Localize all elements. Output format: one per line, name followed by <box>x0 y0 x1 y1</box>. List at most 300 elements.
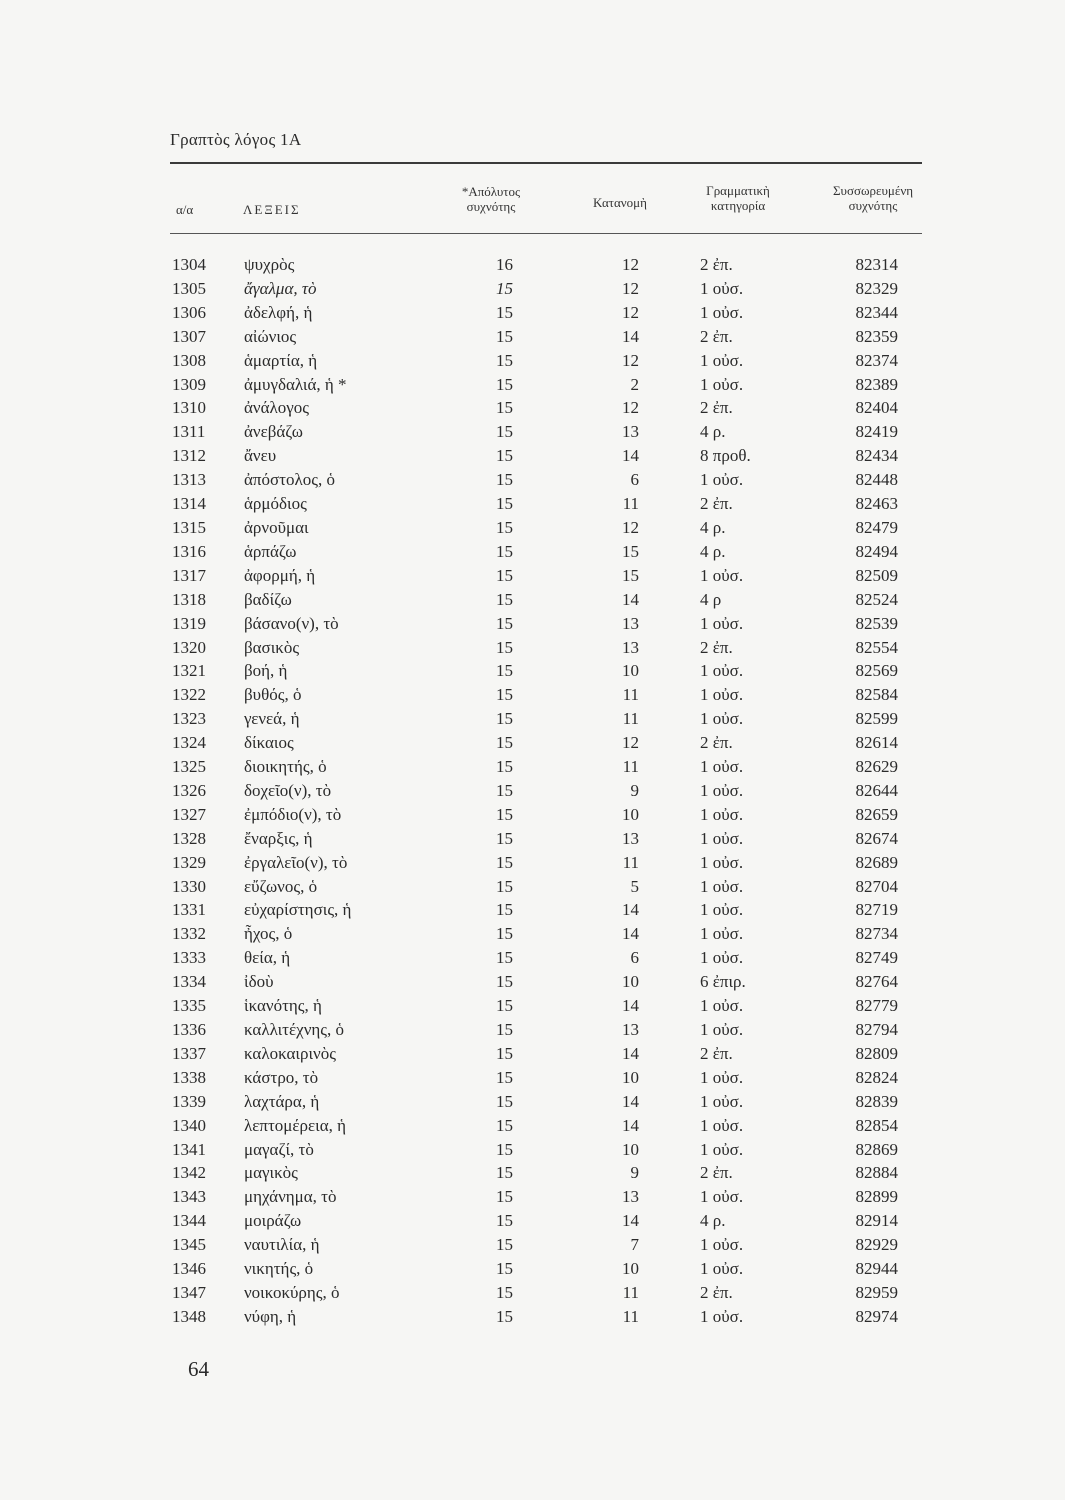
cell-distribution: 11 <box>622 494 639 514</box>
cell-absolute-frequency: 15 <box>496 804 513 824</box>
cell-cumulative-frequency: 82404 <box>855 398 898 418</box>
cell-row-number: 1308 <box>172 350 206 370</box>
cell-cumulative-frequency: 82719 <box>855 900 898 920</box>
cell-grammatical-category: 1 οὐσ. <box>700 1067 744 1087</box>
cell-distribution: 2 <box>630 374 639 394</box>
cell-distribution: 12 <box>622 278 639 298</box>
cell-distribution: 14 <box>622 924 639 944</box>
top-rule <box>170 162 922 164</box>
cell-distribution: 13 <box>622 828 639 848</box>
cell-absolute-frequency: 15 <box>496 1163 513 1183</box>
cell-absolute-frequency: 15 <box>496 1235 513 1255</box>
cell-absolute-frequency: 15 <box>496 1091 513 1111</box>
cell-word: βυθός, ὁ <box>244 685 302 705</box>
table-row <box>0 707 1065 731</box>
cell-word: κάστρο, τὸ <box>244 1067 319 1087</box>
cell-cumulative-frequency: 82509 <box>855 565 898 585</box>
cell-word: δίκαιος <box>244 733 294 753</box>
cell-absolute-frequency: 15 <box>496 996 513 1016</box>
cell-absolute-frequency: 15 <box>496 1043 513 1063</box>
cell-grammatical-category: 1 οὐσ. <box>700 565 744 585</box>
cell-distribution: 9 <box>630 780 639 800</box>
header-cumulative-line1: Συσσωρευμένη <box>832 183 914 198</box>
cell-absolute-frequency: 15 <box>496 924 513 944</box>
cell-absolute-frequency: 15 <box>496 757 513 777</box>
table-row <box>0 1281 1065 1305</box>
table-row <box>0 612 1065 636</box>
cell-row-number: 1328 <box>172 828 206 848</box>
cell-cumulative-frequency: 82389 <box>855 374 898 394</box>
cell-row-number: 1317 <box>172 565 206 585</box>
cell-cumulative-frequency: 82839 <box>855 1091 898 1111</box>
table-row <box>0 636 1065 660</box>
table-row <box>0 779 1065 803</box>
cell-absolute-frequency: 15 <box>496 470 513 490</box>
header-cumulative-line2: συχνότης <box>848 198 898 213</box>
cell-grammatical-category: 4 ρ. <box>700 422 726 442</box>
cell-cumulative-frequency: 82734 <box>855 924 898 944</box>
cell-word: βοή, ἡ <box>244 661 288 681</box>
cell-absolute-frequency: 15 <box>496 733 513 753</box>
cell-grammatical-category: 2 ἐπ. <box>700 326 733 346</box>
cell-row-number: 1323 <box>172 709 206 729</box>
cell-distribution: 10 <box>622 1259 639 1279</box>
cell-word: ἀφορμή, ἡ <box>244 565 316 585</box>
cell-grammatical-category: 1 οὐσ. <box>700 757 744 777</box>
cell-grammatical-category: 2 ἐπ. <box>700 733 733 753</box>
table-row <box>0 373 1065 397</box>
cell-row-number: 1343 <box>172 1187 206 1207</box>
table-row <box>0 731 1065 755</box>
cell-absolute-frequency: 15 <box>496 661 513 681</box>
cell-row-number: 1304 <box>172 255 206 274</box>
cell-distribution: 11 <box>622 1282 639 1302</box>
cell-distribution: 13 <box>622 1020 639 1039</box>
cell-distribution: 12 <box>622 302 639 322</box>
table-row <box>0 946 1065 970</box>
cell-distribution: 14 <box>622 326 639 346</box>
cell-absolute-frequency: 15 <box>496 302 513 322</box>
cell-absolute-frequency: 15 <box>496 446 513 466</box>
cell-cumulative-frequency: 82779 <box>855 996 898 1016</box>
cell-absolute-frequency: 15 <box>496 398 513 418</box>
cell-cumulative-frequency: 82329 <box>855 278 898 298</box>
table-row <box>0 516 1065 540</box>
cell-cumulative-frequency: 82314 <box>855 255 898 274</box>
cell-absolute-frequency: 15 <box>496 972 513 992</box>
cell-row-number: 1340 <box>172 1115 206 1135</box>
cell-word: εὐχαρίστησις, ἡ <box>244 900 352 920</box>
cell-cumulative-frequency: 82629 <box>855 757 898 777</box>
cell-absolute-frequency: 15 <box>496 1067 513 1087</box>
cell-absolute-frequency: 15 <box>496 1139 513 1159</box>
cell-row-number: 1332 <box>172 924 206 944</box>
cell-word: ἀπόστολος, ὁ <box>244 470 335 490</box>
cell-absolute-frequency: 15 <box>496 709 513 729</box>
cell-distribution: 15 <box>622 565 639 585</box>
header-distribution <box>570 195 670 210</box>
cell-grammatical-category: 2 ἐπ. <box>700 1043 733 1063</box>
header-lexeis-text: ΛΕΞΕΙΣ <box>243 202 301 217</box>
cell-row-number: 1336 <box>172 1020 206 1039</box>
cell-cumulative-frequency: 82914 <box>855 1211 898 1231</box>
cell-distribution: 11 <box>622 685 639 705</box>
cell-distribution: 14 <box>622 900 639 920</box>
cell-grammatical-category: 1 οὐσ. <box>700 470 744 490</box>
table-row <box>0 1066 1065 1090</box>
cell-word: νικητής, ὁ <box>244 1259 314 1279</box>
cell-distribution: 14 <box>622 589 639 609</box>
table-row <box>0 564 1065 588</box>
cell-word: νύφη, ἡ <box>244 1306 297 1326</box>
cell-word: ἀρνοῦμαι <box>244 517 309 537</box>
cell-absolute-frequency: 15 <box>496 1115 513 1135</box>
cell-grammatical-category: 1 οὐσ. <box>700 780 744 800</box>
cell-distribution: 11 <box>622 757 639 777</box>
cell-grammatical-category: 2 ἐπ. <box>700 637 733 657</box>
cell-distribution: 10 <box>622 972 639 992</box>
cell-absolute-frequency: 15 <box>496 876 513 896</box>
cell-absolute-frequency: 15 <box>496 1211 513 1231</box>
cell-grammatical-category: 1 οὐσ. <box>700 996 744 1016</box>
cell-row-number: 1346 <box>172 1259 206 1279</box>
cell-grammatical-category: 1 οὐσ. <box>700 350 744 370</box>
cell-grammatical-category: 2 ἐπ. <box>700 398 733 418</box>
cell-word: ἀδελφή, ἡ <box>244 302 313 322</box>
cell-word: βασικὸς <box>244 637 300 657</box>
cell-grammatical-category: 1 οὐσ. <box>700 1187 744 1207</box>
cell-distribution: 7 <box>630 1235 639 1255</box>
cell-word: ἁμαρτία, ἡ <box>244 350 318 370</box>
cell-distribution: 11 <box>622 852 639 872</box>
cell-grammatical-category: 4 ρ <box>700 589 722 609</box>
table-row <box>0 1042 1065 1066</box>
cell-cumulative-frequency: 82448 <box>855 470 898 490</box>
cell-row-number: 1318 <box>172 589 206 609</box>
cell-word: καλοκαιρινὸς <box>244 1043 336 1063</box>
table-row <box>0 253 1065 277</box>
cell-distribution: 14 <box>622 996 639 1016</box>
cell-grammatical-category: 4 ρ. <box>700 1211 726 1231</box>
cell-word: μοιράζω <box>244 1211 302 1231</box>
cell-grammatical-category: 1 οὐσ. <box>700 924 744 944</box>
cell-word: εὔζωνος, ὁ <box>244 876 318 896</box>
cell-word: ἐργαλεῖο(ν), τὸ <box>244 852 348 872</box>
cell-distribution: 10 <box>622 1139 639 1159</box>
header-distribution-text: Κατανομὴ <box>593 195 647 210</box>
header-aa-text: α/α <box>176 202 194 217</box>
cell-cumulative-frequency: 82974 <box>855 1306 898 1326</box>
cell-word: ἄγαλμα, τὸ <box>244 278 317 298</box>
cell-cumulative-frequency: 82479 <box>855 517 898 537</box>
cell-distribution: 14 <box>622 1091 639 1111</box>
table-row <box>0 1209 1065 1233</box>
cell-absolute-frequency: 15 <box>496 589 513 609</box>
table-row <box>0 1305 1065 1329</box>
cell-word: ἀμυγδαλιά, ἡ * <box>244 374 347 394</box>
cell-word: ἁρμόδιος <box>244 494 307 514</box>
table-row <box>0 444 1065 468</box>
table-row <box>0 970 1065 994</box>
cell-absolute-frequency: 15 <box>496 828 513 848</box>
cell-cumulative-frequency: 82704 <box>855 876 898 896</box>
cell-row-number: 1345 <box>172 1235 206 1255</box>
cell-cumulative-frequency: 82959 <box>855 1282 898 1302</box>
cell-grammatical-category: 2 ἐπ. <box>700 1282 733 1302</box>
cell-cumulative-frequency: 82434 <box>855 446 898 466</box>
table-row <box>0 851 1065 875</box>
table-row <box>0 1185 1065 1209</box>
table-row <box>0 755 1065 779</box>
cell-row-number: 1306 <box>172 302 206 322</box>
cell-row-number: 1344 <box>172 1211 206 1231</box>
cell-distribution: 14 <box>622 1043 639 1063</box>
cell-cumulative-frequency: 82929 <box>855 1235 898 1255</box>
cell-row-number: 1321 <box>172 661 206 681</box>
cell-cumulative-frequency: 82674 <box>855 828 898 848</box>
cell-row-number: 1342 <box>172 1163 206 1183</box>
cell-distribution: 14 <box>622 1115 639 1135</box>
cell-row-number: 1335 <box>172 996 206 1016</box>
cell-grammatical-category: 1 οὐσ. <box>700 709 744 729</box>
cell-grammatical-category: 1 οὐσ. <box>700 876 744 896</box>
cell-grammatical-category: 1 οὐσ. <box>700 661 744 681</box>
cell-row-number: 1309 <box>172 374 206 394</box>
cell-distribution: 12 <box>622 350 639 370</box>
cell-absolute-frequency: 15 <box>496 948 513 968</box>
cell-distribution: 12 <box>622 398 639 418</box>
cell-row-number: 1311 <box>172 422 206 442</box>
cell-absolute-frequency: 15 <box>496 685 513 705</box>
table-row <box>0 1161 1065 1185</box>
cell-word: μαγαζί, τὸ <box>244 1139 314 1159</box>
cell-absolute-frequency: 15 <box>496 637 513 657</box>
cell-word: ἁρπάζω <box>244 541 297 561</box>
cell-absolute-frequency: 15 <box>496 541 513 561</box>
cell-grammatical-category: 2 ἐπ. <box>700 494 733 514</box>
table-row <box>0 349 1065 373</box>
cell-grammatical-category: 1 οὐσ. <box>700 1139 744 1159</box>
cell-grammatical-category: 1 οὐσ. <box>700 374 744 394</box>
cell-row-number: 1324 <box>172 733 206 753</box>
cell-row-number: 1326 <box>172 780 206 800</box>
cell-row-number: 1327 <box>172 804 206 824</box>
cell-word: βαδίζω <box>244 589 292 609</box>
cell-grammatical-category: 1 οὐσ. <box>700 1235 744 1255</box>
cell-word: νοικοκύρης, ὁ <box>244 1282 340 1302</box>
cell-cumulative-frequency: 82359 <box>855 326 898 346</box>
cell-word: ἐμπόδιο(ν), τὸ <box>244 804 342 824</box>
cell-absolute-frequency: 15 <box>496 1187 513 1207</box>
table-row <box>0 1114 1065 1138</box>
cell-row-number: 1330 <box>172 876 206 896</box>
header-grammatical-category <box>683 183 793 213</box>
cell-row-number: 1334 <box>172 972 206 992</box>
cell-word: ἔναρξις, ἡ <box>244 828 313 848</box>
cell-cumulative-frequency: 82869 <box>855 1139 898 1159</box>
table-row <box>0 396 1065 420</box>
header-absolute-line2: συχνότης <box>466 199 516 214</box>
cell-distribution: 11 <box>622 1306 639 1326</box>
cell-distribution: 12 <box>622 733 639 753</box>
cell-grammatical-category: 4 ρ. <box>700 517 726 537</box>
cell-row-number: 1333 <box>172 948 206 968</box>
cell-distribution: 14 <box>622 446 639 466</box>
cell-grammatical-category: 1 οὐσ. <box>700 1091 744 1111</box>
cell-cumulative-frequency: 82944 <box>855 1259 898 1279</box>
cell-word: ναυτιλία, ἡ <box>244 1235 320 1255</box>
cell-grammatical-category: 6 ἐπιρ. <box>700 972 746 992</box>
cell-row-number: 1337 <box>172 1043 206 1063</box>
cell-word: αἰώνιος <box>244 326 297 346</box>
table-row <box>0 994 1065 1018</box>
running-head: Γραπτὸς λόγος 1Α <box>170 130 302 149</box>
cell-word: ἄνευ <box>244 446 277 466</box>
cell-absolute-frequency: 15 <box>496 613 513 633</box>
header-rule <box>170 233 922 234</box>
cell-word: βάσανο(ν), τὸ <box>244 613 339 633</box>
table-row <box>0 875 1065 899</box>
cell-grammatical-category: 1 οὐσ. <box>700 613 744 633</box>
cell-cumulative-frequency: 82644 <box>855 780 898 800</box>
cell-cumulative-frequency: 82614 <box>855 733 898 753</box>
cell-word: θεία, ἡ <box>244 948 291 968</box>
table-row <box>0 803 1065 827</box>
cell-absolute-frequency: 15 <box>496 780 513 800</box>
cell-grammatical-category: 2 ἐπ. <box>700 255 733 274</box>
cell-grammatical-category: 1 οὐσ. <box>700 1306 744 1326</box>
cell-grammatical-category: 1 οὐσ. <box>700 900 744 920</box>
table-row <box>0 540 1065 564</box>
cell-row-number: 1307 <box>172 326 206 346</box>
cell-cumulative-frequency: 82854 <box>855 1115 898 1135</box>
cell-absolute-frequency: 15 <box>496 278 513 298</box>
cell-distribution: 13 <box>622 613 639 633</box>
table-row <box>0 468 1065 492</box>
cell-cumulative-frequency: 82374 <box>855 350 898 370</box>
cell-grammatical-category: 8 προθ. <box>700 446 751 466</box>
table-row <box>0 1257 1065 1281</box>
cell-absolute-frequency: 15 <box>496 517 513 537</box>
cell-distribution: 13 <box>622 637 639 657</box>
cell-row-number: 1312 <box>172 446 206 466</box>
cell-cumulative-frequency: 82794 <box>855 1020 898 1039</box>
cell-row-number: 1329 <box>172 852 206 872</box>
page-number: 64 <box>188 1357 209 1381</box>
cell-grammatical-category: 1 οὐσ. <box>700 302 744 322</box>
cell-cumulative-frequency: 82524 <box>855 589 898 609</box>
cell-distribution: 12 <box>622 517 639 537</box>
cell-absolute-frequency: 15 <box>496 422 513 442</box>
cell-grammatical-category: 4 ρ. <box>700 541 726 561</box>
cell-word: μαγικὸς <box>244 1163 298 1183</box>
table-row <box>0 1018 1065 1042</box>
table-row <box>0 1090 1065 1114</box>
cell-grammatical-category: 1 οὐσ. <box>700 1020 744 1039</box>
cell-word: μηχάνημα, τὸ <box>244 1187 337 1207</box>
table-row <box>0 922 1065 946</box>
cell-row-number: 1347 <box>172 1282 206 1302</box>
cell-cumulative-frequency: 82749 <box>855 948 898 968</box>
cell-cumulative-frequency: 82539 <box>855 613 898 633</box>
cell-row-number: 1305 <box>172 278 206 298</box>
table-row <box>0 420 1065 444</box>
header-aa <box>176 202 193 217</box>
cell-distribution: 12 <box>622 255 639 274</box>
cell-distribution: 15 <box>622 541 639 561</box>
cell-distribution: 13 <box>622 1187 639 1207</box>
table-row <box>0 301 1065 325</box>
table-row <box>0 325 1065 349</box>
cell-cumulative-frequency: 82899 <box>855 1187 898 1207</box>
cell-cumulative-frequency: 82884 <box>855 1163 898 1183</box>
header-absolute-line1: *Απόλυτος <box>461 184 521 199</box>
table-row <box>0 898 1065 922</box>
cell-cumulative-frequency: 82569 <box>855 661 898 681</box>
cell-word: λεπτομέρεια, ἡ <box>244 1115 347 1135</box>
header-cumulative-frequency <box>808 183 938 213</box>
frequency-table <box>0 253 1065 1329</box>
cell-distribution: 10 <box>622 1067 639 1087</box>
cell-cumulative-frequency: 82824 <box>855 1067 898 1087</box>
cell-grammatical-category: 1 οὐσ. <box>700 1115 744 1135</box>
cell-absolute-frequency: 16 <box>496 255 513 274</box>
cell-grammatical-category: 1 οὐσ. <box>700 948 744 968</box>
cell-row-number: 1319 <box>172 613 206 633</box>
cell-word: καλλιτέχνης, ὁ <box>244 1020 344 1039</box>
cell-word: ἦχος, ὁ <box>244 924 293 944</box>
cell-grammatical-category: 1 οὐσ. <box>700 804 744 824</box>
cell-grammatical-category: 1 οὐσ. <box>700 685 744 705</box>
cell-cumulative-frequency: 82463 <box>855 494 898 514</box>
cell-cumulative-frequency: 82419 <box>855 422 898 442</box>
cell-word: ἀνάλογος <box>244 398 309 418</box>
cell-distribution: 5 <box>630 876 639 896</box>
cell-distribution: 11 <box>622 709 639 729</box>
cell-row-number: 1338 <box>172 1067 206 1087</box>
cell-grammatical-category: 1 οὐσ. <box>700 1259 744 1279</box>
cell-grammatical-category: 1 οὐσ. <box>700 852 744 872</box>
cell-distribution: 6 <box>630 948 639 968</box>
header-grammatical-line2: κατηγορία <box>710 198 766 213</box>
cell-grammatical-category: 1 οὐσ. <box>700 828 744 848</box>
cell-absolute-frequency: 15 <box>496 326 513 346</box>
table-row <box>0 659 1065 683</box>
cell-distribution: 10 <box>622 661 639 681</box>
cell-word: ψυχρὸς <box>244 255 295 274</box>
cell-cumulative-frequency: 82494 <box>855 541 898 561</box>
cell-word: λαχτάρα, ἡ <box>244 1091 320 1111</box>
table-row <box>0 1138 1065 1162</box>
cell-absolute-frequency: 15 <box>496 1020 513 1039</box>
header-lexeis <box>243 202 301 217</box>
cell-distribution: 14 <box>622 1211 639 1231</box>
cell-word: ἀνεβάζω <box>244 422 303 442</box>
cell-row-number: 1341 <box>172 1139 206 1159</box>
table-row <box>0 1233 1065 1257</box>
cell-row-number: 1322 <box>172 685 206 705</box>
cell-distribution: 13 <box>622 422 639 442</box>
cell-cumulative-frequency: 82764 <box>855 972 898 992</box>
cell-distribution: 10 <box>622 804 639 824</box>
cell-row-number: 1315 <box>172 517 206 537</box>
cell-absolute-frequency: 15 <box>496 494 513 514</box>
cell-row-number: 1348 <box>172 1306 206 1326</box>
cell-cumulative-frequency: 82584 <box>855 685 898 705</box>
cell-row-number: 1313 <box>172 470 206 490</box>
cell-grammatical-category: 1 οὐσ. <box>700 278 744 298</box>
table-row <box>0 827 1065 851</box>
